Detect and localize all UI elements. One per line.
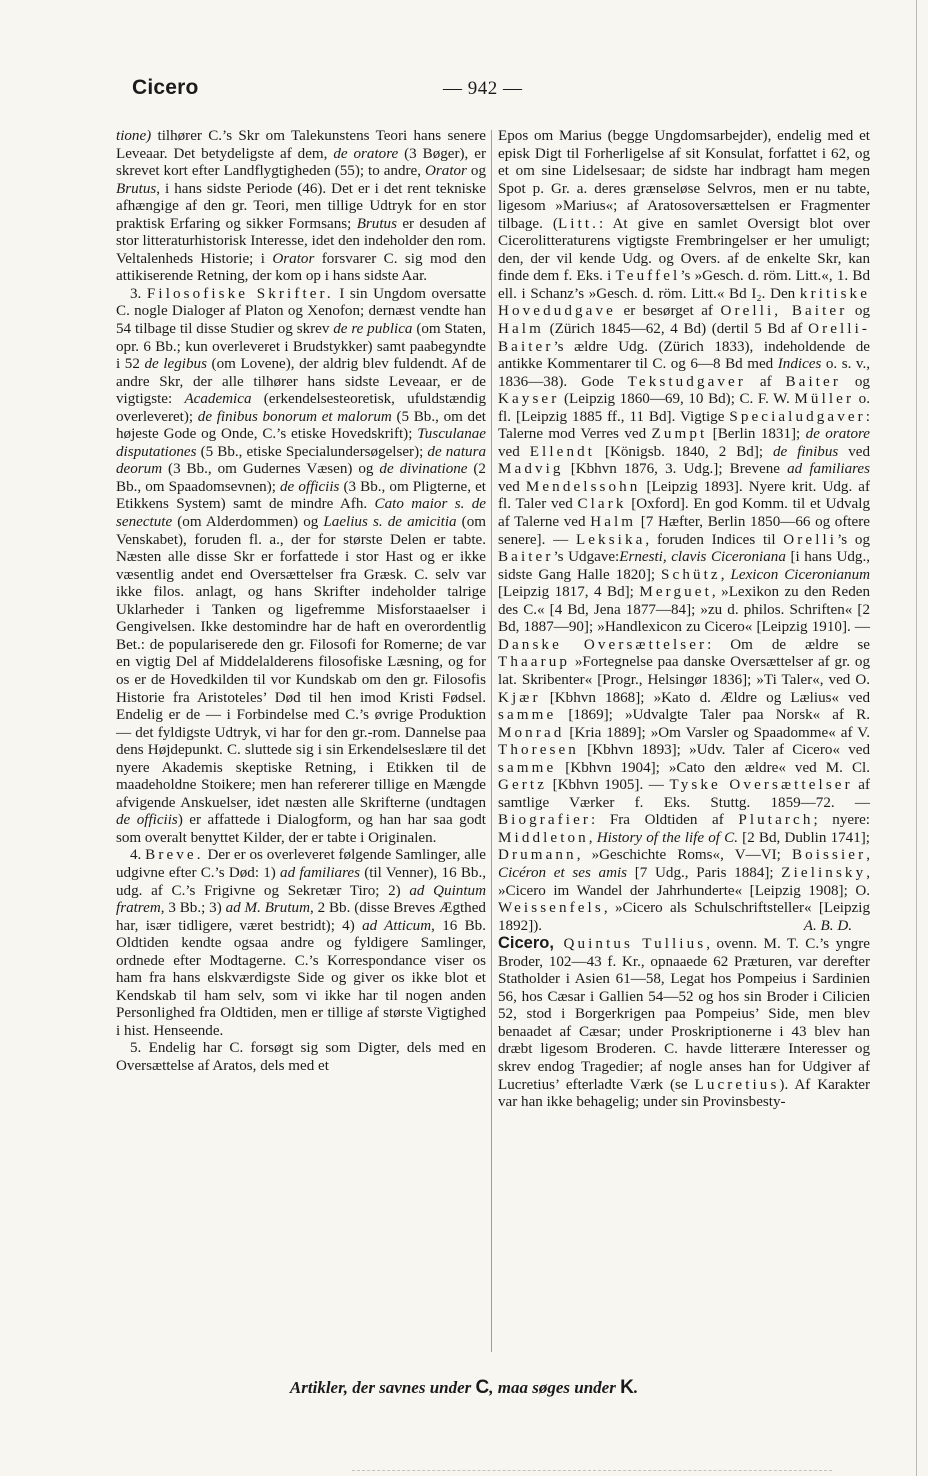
entry-headword: Cicero, [498,934,554,953]
page-number: — 942 — [443,78,523,99]
entry-quintus-tullius-cicero: Cicero, Quintus Tullius, ovenn. M. T. C.’s yngre Broder, 102—43 f. Kr., opnaaede 62 Præturen, var derefter Statholder i Asien 61—58, Legat hos Pompeius i Sardinien 56, hos Cæsar i Gallien 54—52 og hos sin Broder i Cilicien 52, stod i Borgerkrigen paa Pompeius’ Side, men blev benaadet af Cæsar; under Proskriptionerne i 43 blev han dræbt ligesom Broderen. C. havde litterære Interesser og skrev endog Tragedier; af nogle anses han for Udgiver af Lucretius’ efterladte Værk (se Lucretius). Af Karakter var han ikke behagelig; under sin Provinsbesty- [498,934,870,1111]
paragraph-rhetoric-writings: tione) tilhører C.’s Skr om Talekunstens Teori hans senere Leveaar. Det betydeligste af dem, de oratore (3 Bøger), er skrevet kort efter Landflygtigheden (55); to andre, Orator og Brutus, i hans sidste Periode (46). Det er i det rent tekniske afhængige af den gr. Teori, men tillige Udtryk for en stor praktisk Erfaring og sikker Formsans; Brutus er desuden af stor litteraturhistorisk Interesse, idet den indeholder den rom. Veltalenheds Historie; i Orator forsvarer C. sig mod den attikiserende Retning, der kom op i hans sidste Aar. [116,128,487,285]
column-divider [491,130,492,1352]
section-heading: Breve. [145,847,204,864]
footer-note: Artikler, der savnes under C, maa søges under K. [289,1377,639,1398]
page-header [0,72,928,112]
left-column [116,128,486,1076]
author-signature: A. B. D. [803,917,852,934]
running-head: Cicero [132,76,199,99]
page-edge-line [916,0,917,1476]
paragraph-literature: Epos om Marius (begge Ungdomsarbejder), endelig med et episk Digt til Forherligelse af sit Konsulat, forfattet i 62, og et om sine Lidelsesaar; de sidste har indbragt ham megen Spot p. Gr. a. deres grænseløse Selvros, men er nu tabte, ligesom »Marius«; af Aratosoversættelsen er Fragmenter tilbage. (Litt.: At give en samlet Oversigt blot over Cicerolitteraturens vigtigste Frembringelser er her umuligt; den, der vil kende Udg. og Overs. af de enkelte Skr, kan finde dem f. Eks. i Teuffel’s »Gesch. d. röm. Litt.«, 1. Bd ell. i Schanz’s »Gesch. d. röm. Litt.« Bd I₂. Den kritiske Hovedudgave er besørget af Orelli, Baiter og Halm (Zürich 1845—62, 4 Bd) (dertil 5 Bd af Orelli-Baiter’s ældre Udg. (Zürich 1833), indeholdende de antikke Kommentarer til C. og 6—8 Bd med Indices o. s. v., 1836—38). Gode Tekstudgaver af Baiter og Kayser (Leipzig 1860—69, 10 Bd); C. F. W. Müller o. fl. [Leipzig 1885 ff., 11 Bd]. Vigtige Specialudgaver: Talerne mod Verres ved Zumpt [Berlin 1831]; de oratore ved Ellendt [Königsb. 1840, 2 Bd]; de finibus ved Madvig [Kbhvn 1876, 3. Udg.]; Brevene ad familiares ved Mendelssohn [Leipzig 1893]. Nyere krit. Udg. af fl. Taler ved Clark [Oxford]. En god Komm. til et Udvalg af Talerne ved Halm [7 Hæfter, Berlin 1850—66 og oftere senere]. — Leksika, foruden Indices til Orelli’s og Baiter’s Udgave:Ernesti, clavis Ciceroniana [i hans Udg., sidste Gang Halle 1820]; Schütz, Lexicon Ciceronianum [Leipzig 1817, 4 Bd]; Merguet, »Lexikon zu den Reden des C.« [4 Bd, Jena 1877—84]; »zu d. philos. Schriften« [2 Bd, 1887—90]; »Handlexicon zu Cicero« [Leipzig 1910]. — Danske Oversættelser: Om de ældre se Thaarup »Fortegnelse paa danske Oversættelser af gr. og lat. Skribenter« [Progr., Helsingør 1836]; »Ti Taler«, ved O. Kjær [Kbhvn 1868]; »Kato d. Ældre og Lælius« ved samme [1869]; »Udvalgte Taler paa Norsk« af R. Monrad [Kria 1889]; »Om Varsler og Spaadomme« af V. Thoresen [Kbhvn 1893]; »Udv. Taler af Cicero« ved samme [Kbhvn 1904]; »Cato den ældre« ved M. Cl. Gertz [Kbhvn 1905]. — Tyske Oversættelser af samtlige Værker f. Eks. Stuttg. 1859—72. — Biografier: Fra Oldtiden af Plutarch; nyere: Middleton, History of the life of C. [2 Bd, Dublin 1741]; Drumann, »Geschichte Roms«, V—VI; Boissier, Cicéron et ses amis [7 Udg., Paris 1884]; Zielinsky, »Cicero im Wandel der Jahrhunderte« [Leipzig 1908]; O. Weissenfels, »Cicero als Schulschriftsteller« [Leipzig 1892]). A. B. D. [498,128,871,934]
paragraph-letters: 4. Breve. Der er os overleveret følgende Samlinger, alle udgivne efter C.’s Død: 1) ad familiares (til Venner), 16 Bb., udg. af C.’s Frigivne og Sekretær Tiro; 2) ad Quintum fratrem, 3 Bb.; 3) ad M. Brutum, 2 Bb. (disse Breves Ægthed har, især tidligere, været bestridt); 4) ad Atticum, 16 Bb. Oldtiden kendte ogsaa andre og fyldigere Samlinger, ordnede efter Modtagerne. C.’s Korrespondance viser os ham fra hans elskværdigste Side og giver os ikke blot et Kendskab til ham selv, som vi ikke har til nogen anden Personlighed fra Oldtiden, men er tillige af største Vigtighed i hist. Henseende. [116,847,486,1039]
section-heading: Filosofiske Skrifter. [146,285,334,302]
bottom-rule [352,1470,832,1472]
paragraph-poetry: 5. Endelig har C. forsøgt sig som Digter, dels med en Oversættelse af Aratos, dels med et [116,1040,486,1074]
right-column [498,128,870,1112]
paragraph-philosophical-writings: 3. Filosofiske Skrifter. I sin Ungdom oversatte C. nogle Dialoger af Platon og Xenofon; dernæst vendte han 54 tilbage til disse Studier og skrev de re publica (om Staten, opr. 6 Bb.; kun overleveret i Brudstykker) samt paabegyndte i 52 de legibus (om Lovene), der aldrig blev fuldendt. Af de andre Skr, der alle tilhører hans sidste Leveaar, er de vigtigste: Academica (erkendelsesteoretisk, ufuldstændig overleveret); de finibus bonorum et malorum (5 Bb., om det højeste Gode og Onde, C.’s etiske Hovedskrift); Tusculanae disputationes (5 Bb., etiske Specialundersøgelser); de natura deorum (3 Bb., om Gudernes Væsen) og de divinatione (2 Bb., om Spaadomsevnen); de officiis (3 Bb., om Pligterne, et Etikkens System) samt de mindre Afh. Cato maior s. de senectute (om Alderdommen) og Laelius s. de amicitia (om Venskabet), foruden fl. a., der for største Delen er tabte. Næsten alle disse Skr er forfattede i stor Hast og er ikke væsentlig andet end Oversættelser fra Græsk. C. selv var ikke filos. anlagt, og hans Skrifter indeholder talrige Uklarheder i Tanken og ligefremme Misforstaaelser i Gengivelsen. Ikke destomindre har de haft en overordentlig Bet.: de populariserede den gr. Filosofi for Romerne; de var en vigtig Del af Middelalderens filosofiske Læsning, og for os er de Hovedkilden til vor Kundskab om den gr. Filosofis Historie fra Aristoteles’ Død til hen imod Kristi Fødsel. Endelig er de — i Forbindelse med C.’s øvrige Produktion — det fyldigste Udtryk, vi har for den gr.-rom. Dannelse paa dens Højdepunkt. C. sluttede sig i sin Erkendelseslære til det nyere Akademis skeptiske Retning, i Etikken til de maadeholdne Stoikere; men han refererer tillige en Mængde afvigende Anskuelser, idet næsten alle Skrifterne (undtagen de officiis) er affattede i Dialogform, og han har saa godt som overalt benyttet Kilder, der er tabte i Originalen. [116,285,487,846]
